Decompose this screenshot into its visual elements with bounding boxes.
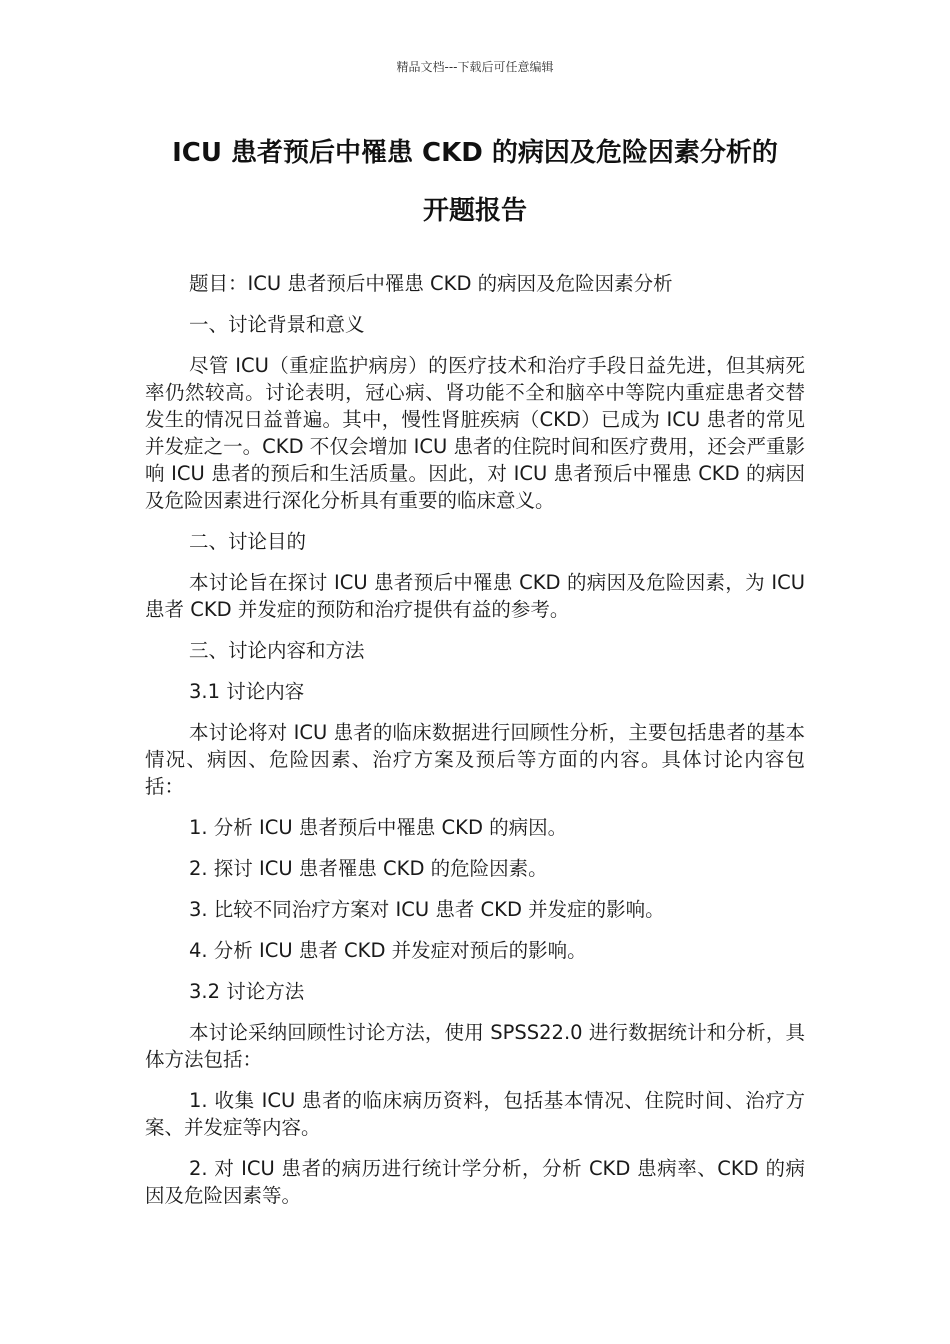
list-item: 1. 分析 ICU 患者预后中罹患 CKD 的病因。 (189, 816, 568, 839)
topic-line: 题目：ICU 患者预后中罹患 CKD 的病因及危险因素分析 (189, 272, 673, 295)
paragraph-content: 本讨论将对 ICU 患者的临床数据进行回顾性分析，主要包括患者的基本情况、病因、危险因素、治疗方案及预后等方面的内容。具体讨论内容包括： (145, 721, 805, 798)
header-note: 精品文档---下载后可任意编辑 (396, 60, 554, 74)
list-item: 4. 分析 ICU 患者 CKD 并发症对预后的影响。 (189, 939, 587, 962)
paragraph-method: 本讨论采纳回顾性讨论方法，使用 SPSS22.0 进行数据统计和分析，具体方法包括： (145, 1021, 805, 1071)
paragraph-purpose: 本讨论旨在探讨 ICU 患者预后中罹患 CKD 的病因及危险因素，为 ICU 患者 CKD 并发症的预防和治疗提供有益的参考。 (145, 571, 805, 621)
list-item: 1. 收集 ICU 患者的临床病历资料，包括基本情况、住院时间、治疗方案、并发症等内容。 (145, 1089, 805, 1139)
section-heading-content-method: 三、讨论内容和方法 (189, 639, 365, 662)
document-title-line-1: ICU 患者预后中罹患 CKD 的病因及危险因素分析的 (172, 138, 778, 168)
section-heading-background: 一、讨论背景和意义 (189, 313, 365, 336)
paragraph-background: 尽管 ICU（重症监护病房）的医疗技术和治疗手段日益先进，但其病死率仍然较高。讨论表明，冠心病、肾功能不全和脑卒中等院内重症患者交替发生的情况日益普遍。其中，慢性肾脏疾病（CKD）已成为 ICU 患者的常见并发症之一。CKD 不仅会增加 ICU 患者的住院时间和医疗费用，还会严重影响 ICU 患者的预后和生活质量。因此，对 ICU 患者预后中罹患 CKD 的病因及危险因素进行深化分析具有重要的临床意义。 (145, 354, 805, 512)
subsection-heading-method: 3.2 讨论方法 (189, 980, 305, 1003)
document-title-line-2: 开题报告 (422, 196, 527, 226)
subsection-heading-content: 3.1 讨论内容 (189, 680, 305, 703)
list-item: 3. 比较不同治疗方案对 ICU 患者 CKD 并发症的影响。 (189, 898, 665, 921)
list-item: 2. 探讨 ICU 患者罹患 CKD 的危险因素。 (189, 857, 548, 880)
document-body (145, 270, 805, 1223)
list-item: 2. 对 ICU 患者的病历进行统计学分析，分析 CKD 患病率、CKD 的病因及危险因素等。 (145, 1157, 805, 1207)
section-heading-purpose: 二、讨论目的 (189, 530, 307, 553)
